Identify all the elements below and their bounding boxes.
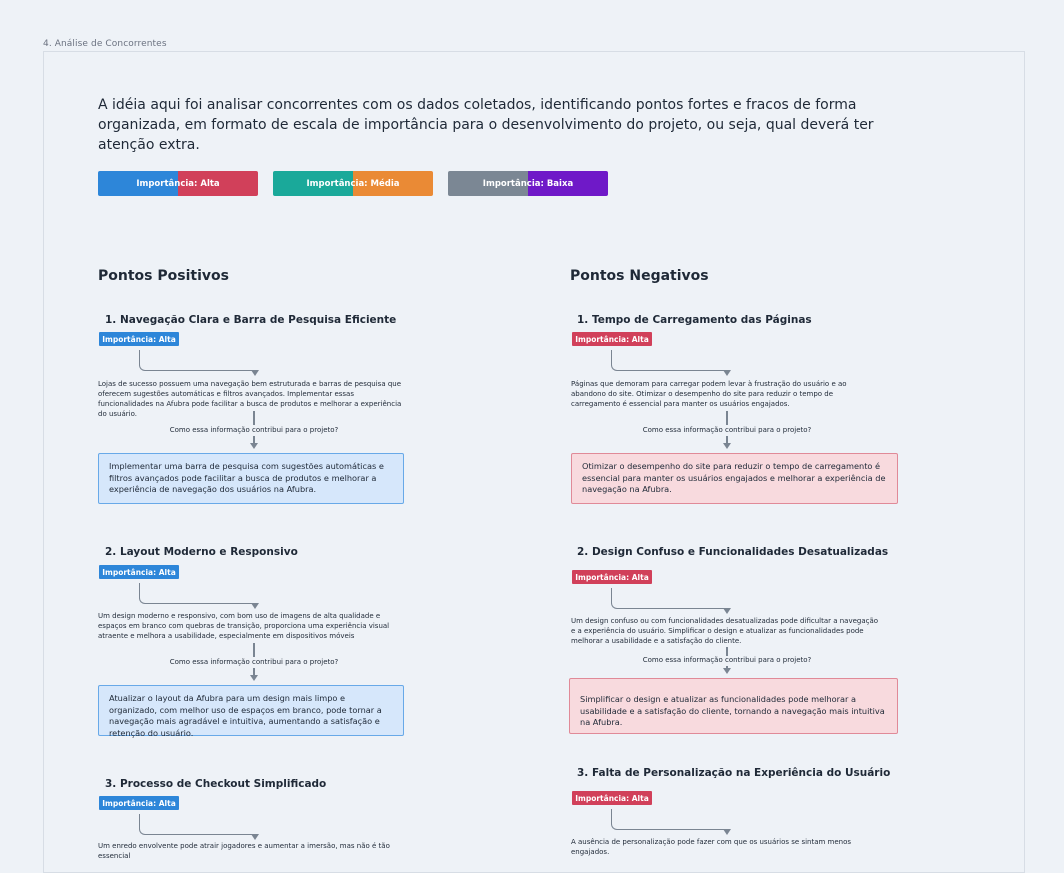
- connector-elbow: [611, 588, 727, 609]
- legend-low-label: Importância: Baixa: [482, 178, 574, 189]
- positive-2-desc: Um design moderno e responsivo, com bom uso de imagens de alta qualidade e espaços em branco com quebras de transição, proporciona uma experiência visual atraente e melhora a usabilidade, especialmente em dispositivos móveis: [98, 612, 390, 640]
- positive-1-badge: Importância: Alta: [99, 332, 179, 346]
- negative-1-badge: Importância: Alta: [572, 332, 652, 346]
- connector-line: [726, 411, 728, 425]
- negative-2-question: Como essa informação contribui para o projeto?: [642, 656, 812, 664]
- legend-medium: [273, 171, 433, 196]
- positive-3-badge: Importância: Alta: [99, 796, 179, 810]
- arrow-down-icon: [723, 668, 731, 674]
- positive-2-title: 2. Layout Moderno e Responsivo: [105, 546, 298, 558]
- intro-text: A idéia aqui foi analisar concorrentes com os dados coletados, identificando pontos fortes e fracos de forma organizada, em formato de escala de importância para o desenvolvimento do projeto, ou seja, qual deverá ter atenção extra.: [98, 97, 874, 153]
- legend-low: [448, 171, 608, 196]
- frame-label: 4. Análise de Concorrentes: [43, 39, 167, 49]
- negative-2-answer: Simplificar o design e atualizar as funcionalidades pode melhorar a usabilidade e a satisfação do cliente, tornando a navegação mais intuitiva na Afubra.: [569, 678, 898, 734]
- negative-2-title: 2. Design Confuso e Funcionalidades Desatualizadas: [577, 546, 889, 558]
- connector-line: [253, 643, 255, 657]
- positive-3-desc: Um enredo envolvente pode atrair jogadores e aumentar a imersão, mas não é tão essencial: [98, 842, 390, 860]
- connector-line: [253, 411, 255, 425]
- connector-elbow: [139, 583, 255, 604]
- legend-medium-label: Importância: Média: [306, 178, 400, 189]
- negatives-title: Pontos Negativos: [570, 268, 709, 284]
- positives-title: Pontos Positivos: [98, 268, 229, 284]
- negative-3-badge: Importância: Alta: [572, 791, 652, 805]
- negative-3-desc: A ausência de personalização pode fazer com que os usuários se sintam menos engajados.: [571, 838, 852, 856]
- positive-1-desc: Lojas de sucesso possuem uma navegação bem estruturada e barras de pesquisa que oferecem sugestões automáticas e filtros avançados. Implementar essas funcionalidades na Afubra pode facilitar a busca de produtos e melhorar a experiência do usuário.: [98, 380, 402, 418]
- negative-2-desc: Um design confuso ou com funcionalidades desatualizadas pode dificultar a navegação e a experiência do usuário. Simplificar o design e atualizar as funcionalidades pode melhorar a usabilidade e a satisfação do cliente.: [571, 617, 879, 645]
- positive-1-answer: Implementar uma barra de pesquisa com sugestões automáticas e filtros avançados pode facilitar a busca de produtos e melhorar a experiência de navegação dos usuários na Afubra.: [98, 453, 404, 504]
- positive-2-answer: Atualizar o layout da Afubra para um design mais limpo e organizado, com melhor uso de espaços em branco, pode tornar a navegação mais agradável e intuitiva, aumentando a satisfação e retenção do usuário.: [98, 685, 404, 736]
- negative-2-badge: Importância: Alta: [572, 570, 652, 584]
- negative-1-answer: Otimizar o desempenho do site para reduzir o tempo de carregamento é essencial para manter os usuários engajados e melhorar a experiência de navegação na Afubra.: [571, 453, 898, 504]
- positive-2-question: Como essa informação contribui para o projeto?: [169, 658, 339, 666]
- connector-line: [726, 647, 728, 656]
- negative-1-desc: Páginas que demoram para carregar podem levar à frustração do usuário e ao abandono do site. Otimizar o desempenho do site para reduzir o tempo de carregamento é essencial para manter os usuários engajados.: [571, 380, 847, 408]
- positive-1-question: Como essa informação contribui para o projeto?: [169, 426, 339, 434]
- legend-high-label: Importância: Alta: [136, 178, 220, 189]
- connector-elbow: [611, 809, 727, 830]
- connector-elbow: [611, 350, 727, 371]
- arrow-down-icon: [250, 675, 258, 681]
- arrow-down-icon: [723, 443, 731, 449]
- arrow-down-icon: [250, 443, 258, 449]
- negative-1-title: 1. Tempo de Carregamento das Páginas: [577, 314, 812, 326]
- positive-2-badge: Importância: Alta: [99, 565, 179, 579]
- legend-high: [98, 171, 258, 196]
- positive-3-title: 3. Processo de Checkout Simplificado: [105, 778, 327, 790]
- connector-elbow: [139, 350, 255, 371]
- positive-1-title: 1. Navegação Clara e Barra de Pesquisa Eficiente: [105, 314, 397, 326]
- connector-elbow: [139, 814, 255, 835]
- negative-1-question: Como essa informação contribui para o projeto?: [642, 426, 812, 434]
- negative-3-title: 3. Falta de Personalização na Experiência do Usuário: [577, 767, 891, 779]
